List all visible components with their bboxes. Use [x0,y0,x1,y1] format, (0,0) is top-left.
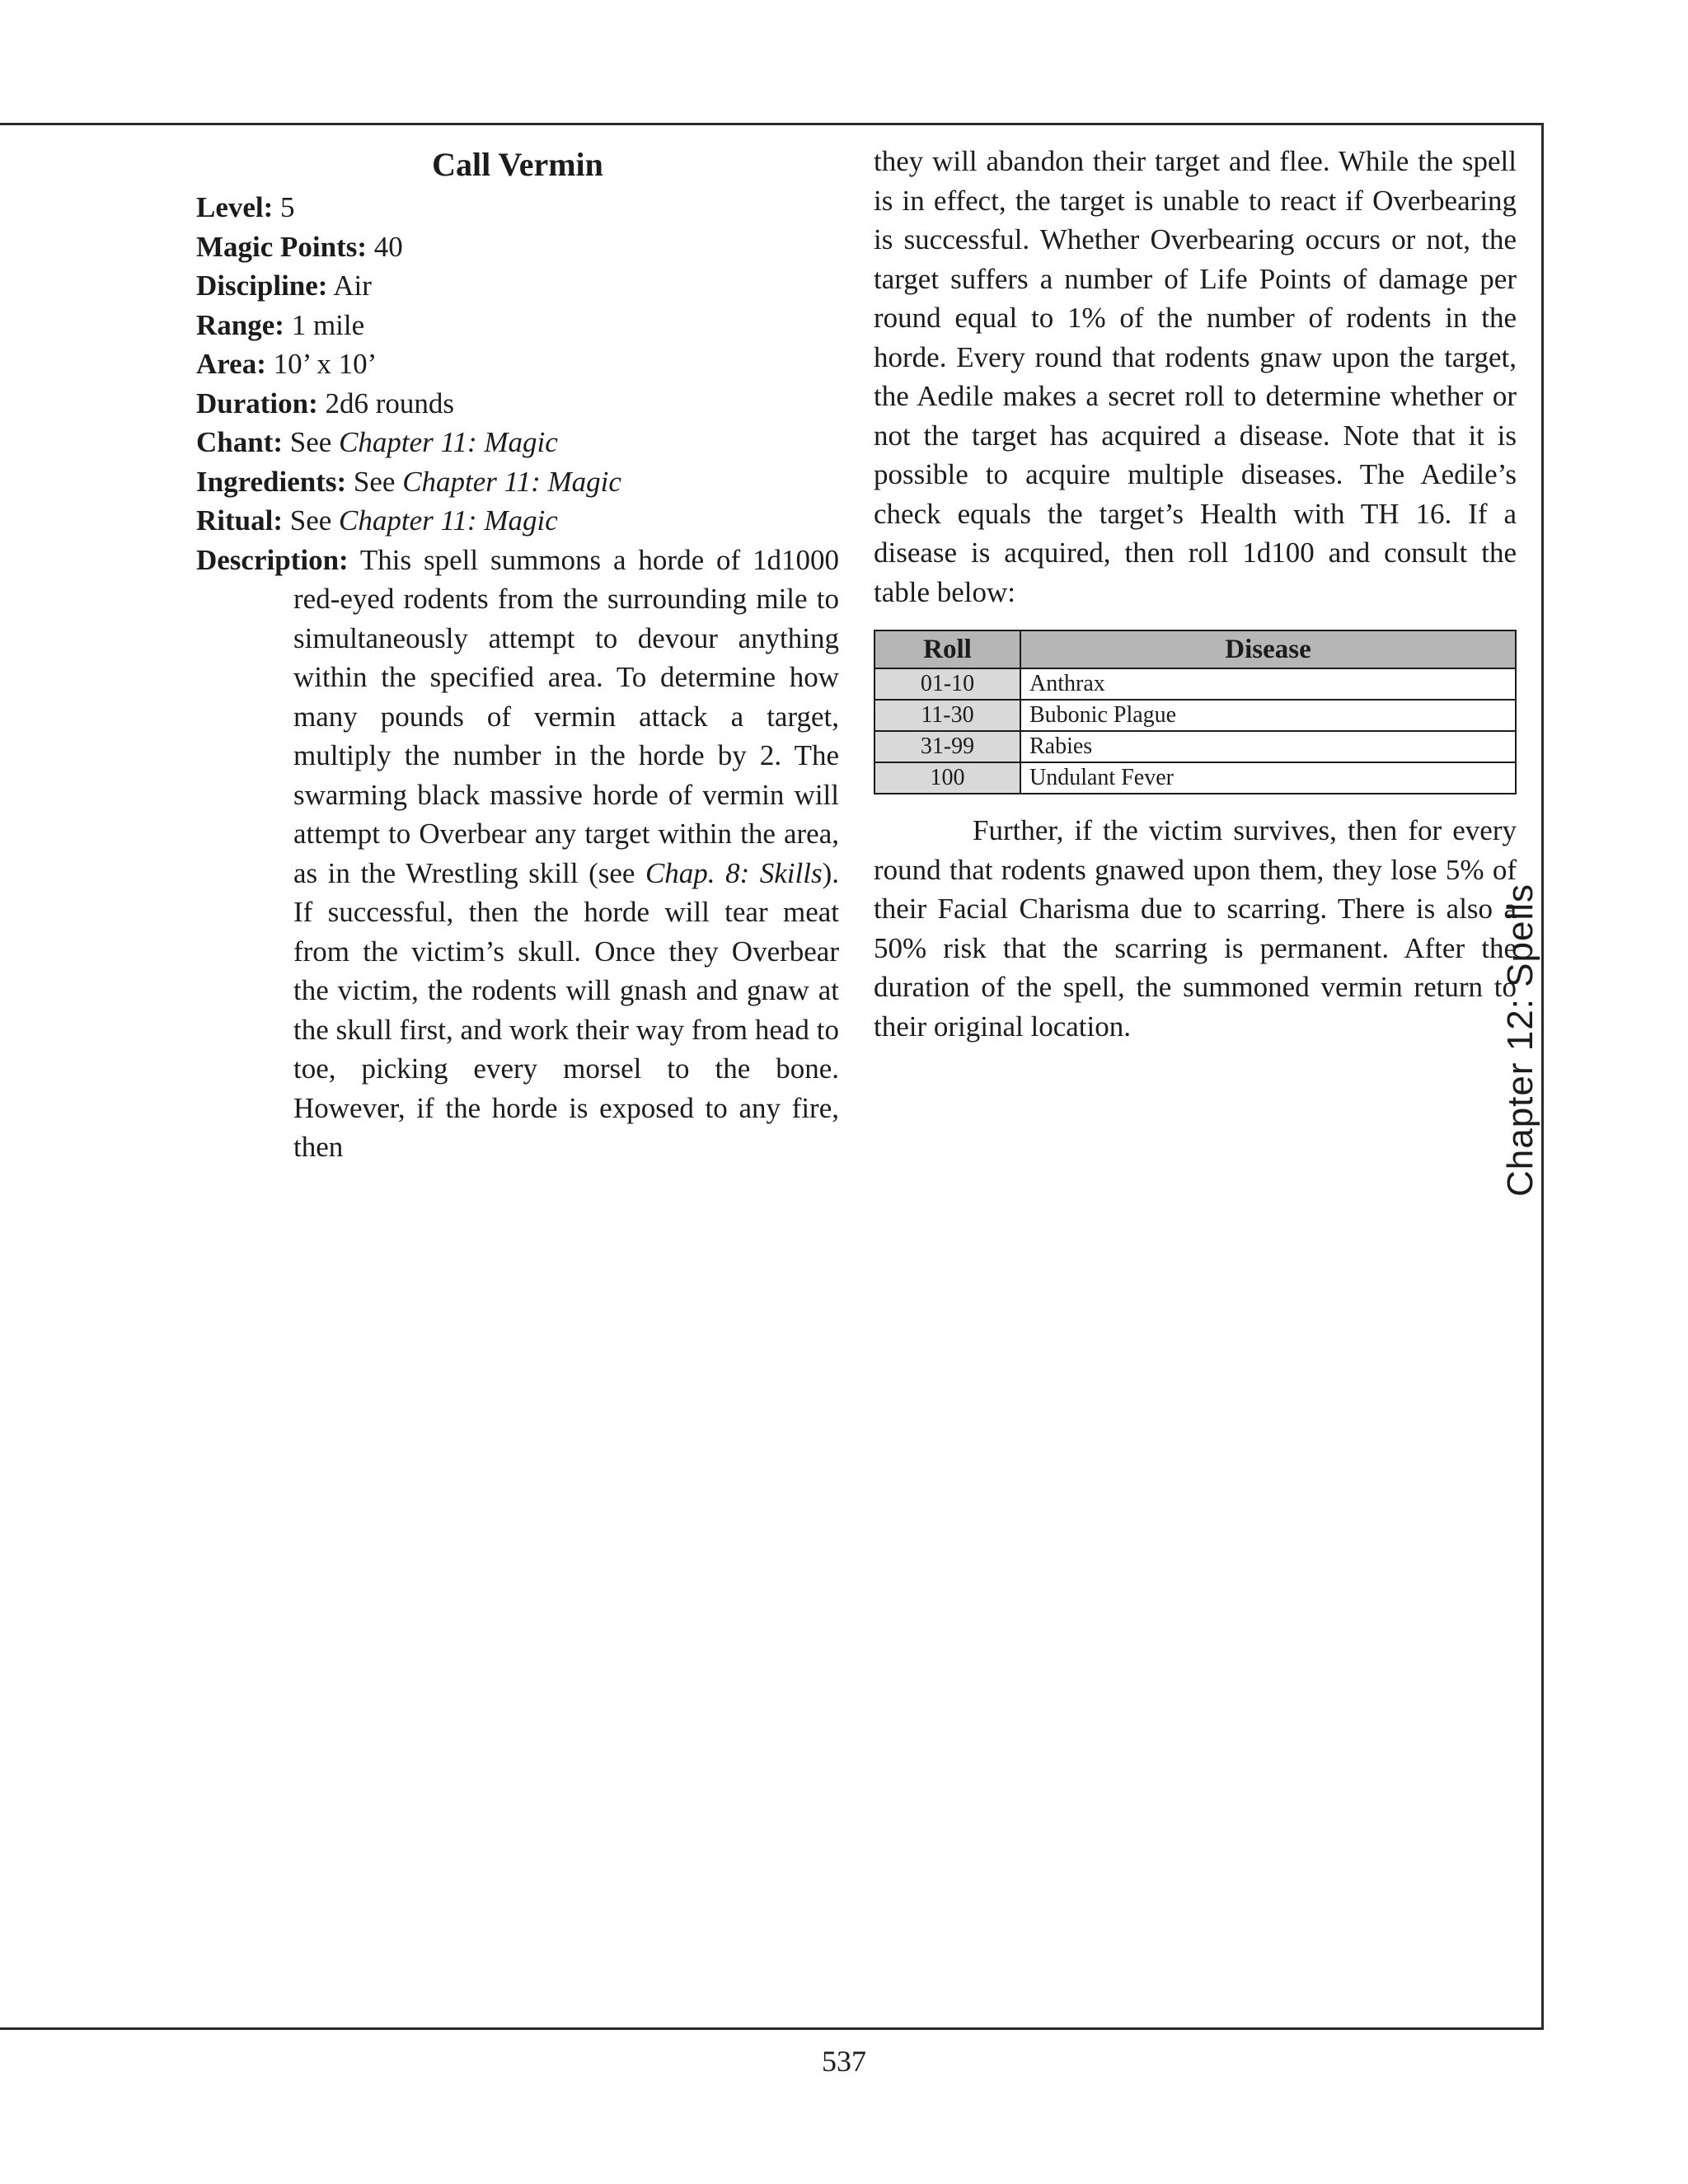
stat-value: 2d6 rounds [317,387,455,419]
stat-magic-points [196,227,839,267]
table-row [874,762,1516,794]
stat-label: Area: [196,348,266,380]
disease-cell: Anthrax [1020,668,1516,700]
skills-reference: Chap. 8: Skills [645,856,823,889]
stat-label: Range: [196,308,284,341]
stat-value: 1 mile [284,308,365,341]
page-number: 537 [822,2045,866,2078]
stat-label: Discipline: [196,269,328,302]
stat-chant [196,423,839,462]
stat-label: Ingredients: [196,465,347,498]
stat-label: Duration: [196,387,318,419]
description-label: Description: [196,543,349,576]
description-text-1: This spell summons a horde of 1d1000 red-eyed rodents from the surrounding mile to simultaneously attempt to devour anything within the specified area. To determine how many pounds of vermin attack a target, multiply the number in the horde by 2. The swarming black massive horde of vermin will attempt to Overbear any target within the area, as in the Wrestling skill (see [293,543,839,889]
closing-paragraph: Further, if the victim survives, then for every round that rodents gnawed upon them, they lose 5% of their Facial Charisma due to scarring. There is also a 50% risk that the scarring is permanent. After the duration of the spell, the summoned vermin return to their original location. [874,814,1517,1043]
stat-label: Magic Points: [196,230,368,263]
stat-label: Level: [196,191,274,223]
right-column [874,142,1517,1046]
table-row [874,668,1516,700]
disease-table [874,630,1517,794]
stat-ingredients [196,462,839,502]
stat-discipline [196,266,839,306]
roll-cell: 01-10 [874,668,1020,700]
roll-cell: 100 [874,762,1020,794]
chapter-side-title: Chapter 12: Spells [1500,883,1540,1197]
disease-cell: Rabies [1020,731,1516,762]
roll-cell: 31-99 [874,731,1020,762]
spell-title: Call Vermin [432,146,603,183]
chapter-reference: Chapter 11: Magic [339,426,558,458]
description-text-2: ). If successful, then the horde will tear meat from the victim’s skull. Once they Overbear the victim, the rodents will gnash and gnaw at the skull first, and work their way from head to toe, picking every morsel to the bone. However, if the horde is exposed to any fire, then [293,856,839,1163]
chapter-reference: Chapter 11: Magic [339,504,558,537]
stat-level [196,188,839,227]
column-header-roll: Roll [874,630,1020,668]
spell-stats [196,188,839,541]
stat-duration [196,384,839,424]
column-header-disease: Disease [1020,630,1516,668]
table-header-row [874,630,1516,668]
frame-right-rule [1541,123,1544,2030]
table-row [874,700,1516,731]
frame-top-rule [0,123,1544,125]
spell-description [196,541,839,1167]
stat-value: See [346,465,403,498]
frame-bottom-rule [0,2027,1544,2030]
stat-label: Ritual: [196,504,283,537]
stat-range [196,306,839,345]
stat-label: Chant: [196,426,284,458]
disease-cell: Bubonic Plague [1020,700,1516,731]
table-row [874,731,1516,762]
description-continuation: they will abandon their target and flee. While the spell is in effect, the target is unable to react if Overbearing is successful. Whether Overbearing occurs or not, the target suffers a number of Life Points of damage per round equal to 1% of the number of rodents in the horde. Every round that rodents gnaw upon the target, the Aedile makes a secret roll to determine whether or not the target has acquired a disease. Note that it is possible to acquire multiple diseases. The Aedile’s check equals the target’s Health with TH 16. If a disease is acquired, then roll 1d100 and consult the table below: [874,145,1517,608]
left-column [196,142,839,1167]
stat-ritual [196,501,839,541]
roll-cell: 11-30 [874,700,1020,731]
chapter-reference: Chapter 11: Magic [402,465,621,498]
stat-area [196,344,839,384]
stat-value: 40 [367,230,403,263]
stat-value: Air [327,269,372,302]
disease-cell: Undulant Fever [1020,762,1516,794]
stat-value: See [283,426,340,458]
stat-value: 10’ x 10’ [265,348,377,380]
stat-value: See [283,504,340,537]
stat-value: 5 [273,191,295,223]
